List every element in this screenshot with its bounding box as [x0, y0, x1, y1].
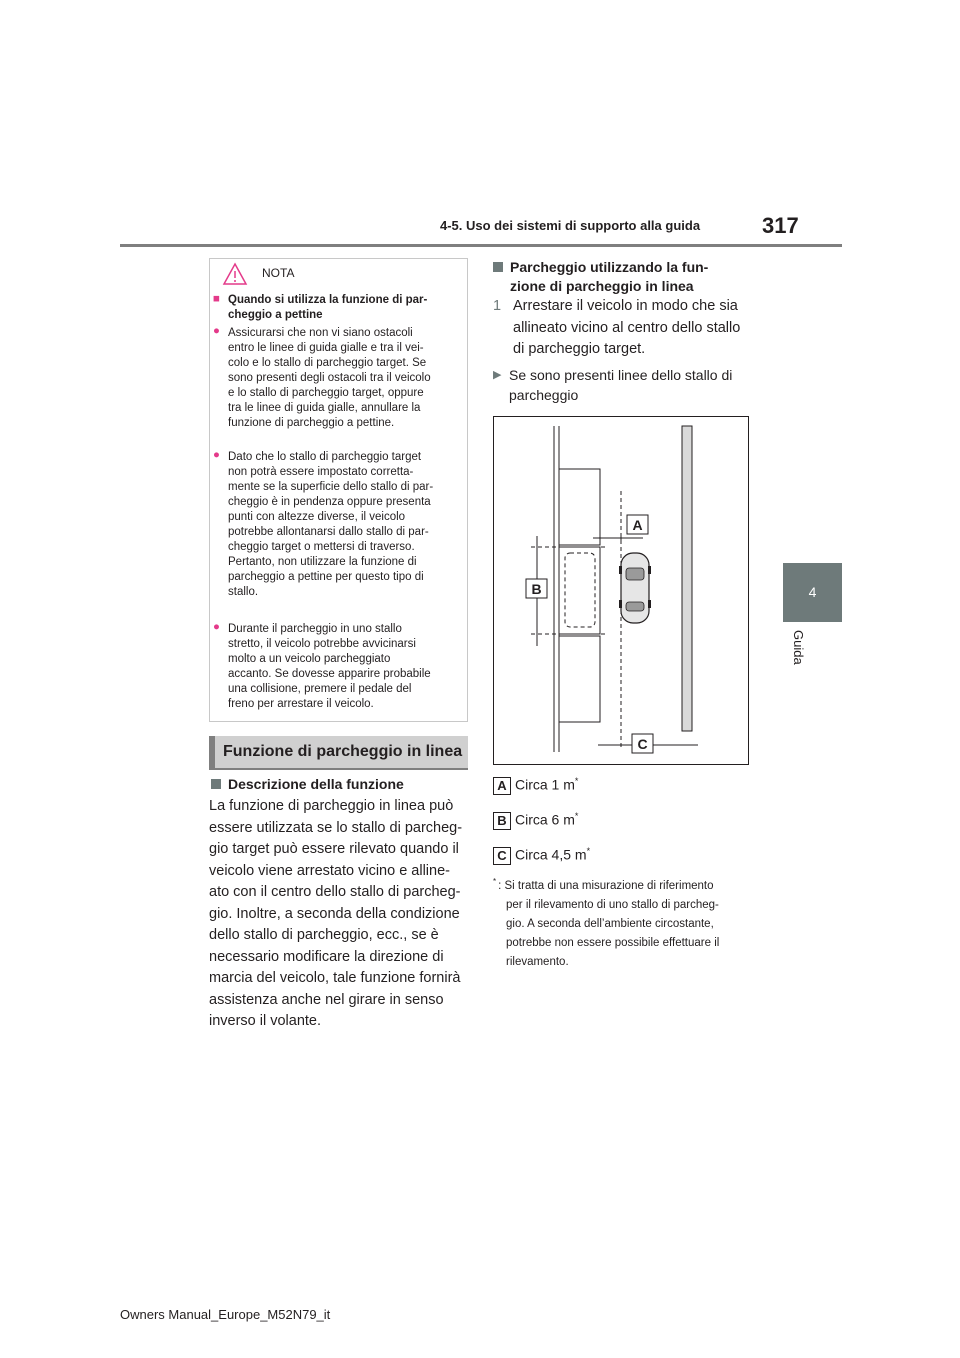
description-title [211, 776, 404, 792]
note-line: colo e lo stallo di parcheggio target. Se [228, 357, 427, 369]
note-line: sono presenti degli ostacoli tra il veicolo [228, 372, 431, 384]
triangle-bullet-icon: ▶ [493, 369, 502, 381]
running-header: 4-5. Uso dei sistemi di supporto alla guida [440, 218, 701, 233]
body-line: ato con il centro dello stallo di parcheg- [209, 884, 461, 900]
header-rule [120, 244, 842, 247]
body-line: necessario modificare la direzione di [209, 948, 444, 965]
note-line: Dato che lo stallo di parcheggio target [228, 451, 422, 463]
usage-title [493, 258, 708, 296]
footer: Owners Manual_Europe_M52N79_it [120, 1307, 331, 1322]
legend-letter: C [493, 847, 511, 865]
footnote-line: : Si tratta di una misurazione di riferimento [498, 879, 714, 892]
legend-a [493, 776, 578, 795]
step-line: di parcheggio target. [513, 341, 646, 357]
legend-c [493, 846, 590, 865]
footnote-line: gio. A seconda dell’ambiente circostante, [506, 917, 714, 930]
chapter-label: Guida [791, 630, 806, 665]
sub-line: parcheggio [509, 387, 579, 403]
note-title: NOTA [262, 266, 295, 280]
note-line: freno per arrestare il veicolo. [228, 698, 374, 710]
legend-text: Circa 1 m [515, 776, 575, 793]
circle-bullet-icon: ● [213, 621, 220, 633]
car-icon [619, 553, 651, 623]
body-line: La funzione di parcheggio in linea può [209, 798, 454, 814]
label-c: C [637, 736, 648, 752]
note-line: parcheggio a pettine per questo tipo di [228, 571, 424, 583]
body-line: gio. Inoltre, a seconda della condizione [209, 905, 460, 922]
square-bullet-icon [493, 262, 503, 272]
note-line: stallo. [228, 586, 259, 598]
note-line: molto a un veicolo parcheggiato [228, 653, 391, 665]
note-line: una collisione, premere il pedale del [228, 683, 412, 695]
footnote-line: rilevamento. [506, 955, 569, 968]
usage-title-line: Parcheggio utilizzando la fun- [510, 259, 709, 275]
page-number: 317 [762, 213, 799, 238]
body-line: dello stallo di parcheggio, ecc., se è [209, 927, 439, 943]
note-line: cheggio è in pendenza oppure presenta [228, 496, 431, 508]
note-line: Assicurarsi che non vi siano ostacoli [228, 327, 413, 339]
note-line: stretto, il veicolo potrebbe avvicinarsi [228, 638, 416, 650]
note-line: mente se la superficie dello stallo di par- [228, 481, 434, 493]
square-bullet-icon [211, 779, 221, 789]
section-heading: Funzione di parcheggio in linea [209, 736, 468, 768]
body-line: gio target può essere rilevato quando il [209, 841, 459, 857]
legend-mark: * [586, 846, 591, 856]
note-line: Durante il parcheggio in uno stallo [228, 623, 402, 635]
note-line: tra le linee di guida gialle, annullare la [228, 402, 421, 414]
description-title-text: Descrizione della funzione [228, 776, 404, 792]
body-line: inverso il volante. [209, 1013, 322, 1029]
chapter-tab: 4 [783, 563, 842, 622]
note-line: cheggio target o mettersi di traverso. [228, 541, 415, 553]
note-heading-line: Quando si utilizza la funzione di par- [228, 294, 428, 306]
legend-mark: * [574, 811, 579, 821]
square-bullet-icon: ■ [213, 293, 220, 305]
circle-bullet-icon: ● [213, 325, 220, 337]
legend-b [493, 811, 578, 830]
legend-mark: * [574, 776, 579, 786]
footnote [493, 872, 753, 972]
note-heading-line: cheggio a pettine [228, 309, 323, 321]
footnote-mark: * [493, 877, 497, 886]
label-a: A [632, 517, 643, 533]
description-body [209, 796, 479, 1033]
label-b: B [531, 581, 542, 597]
circle-bullet-icon: ● [213, 449, 220, 461]
footnote-line: per il rilevamento di uno stallo di parcheg- [506, 898, 719, 911]
legend-letter: A [493, 777, 511, 795]
note-line: Pertanto, non utilizzare la funzione di [228, 556, 417, 568]
footnote-line: potrebbe non essere possibile effettuare il [506, 936, 720, 949]
note-line: non potrà essere impostato corretta- [228, 466, 414, 478]
note-line: potrebbe allontanarsi dallo stallo di par- [228, 526, 429, 538]
step-number: 1 [493, 298, 502, 314]
body-line: veicolo viene arrestato vicino e alline- [209, 862, 450, 879]
usage-title-line: zione di parcheggio in linea [510, 278, 694, 294]
note-line: e lo stallo di parcheggio target, oppure [228, 387, 424, 399]
body-line: assistenza anche nel girare in senso [209, 991, 444, 1008]
step-line: allineato vicino al centro dello stallo [513, 319, 741, 336]
step-line: Arrestare il veicolo in modo che sia [513, 298, 738, 314]
sub-line: Se sono presenti linee dello stallo di [509, 367, 733, 383]
warning-icon [222, 262, 248, 286]
legend-text: Circa 6 m [515, 811, 575, 828]
legend-letter: B [493, 812, 511, 830]
parking-diagram [493, 416, 749, 765]
body-line: marcia del veicolo, tale funzione fornirà [209, 970, 461, 986]
note-line: entro le linee di guida gialle e tra il vei- [228, 342, 424, 354]
section-rule [209, 768, 468, 770]
note-line: punti con altezze diverse, il veicolo [228, 511, 406, 523]
body-line: essere utilizzata se lo stallo di parcheg- [209, 819, 463, 836]
legend-text: Circa 4,5 m [515, 846, 587, 863]
note-line: accanto. Se dovesse apparire probabile [228, 668, 431, 680]
note-line: funzione di parcheggio a pettine. [228, 417, 395, 429]
